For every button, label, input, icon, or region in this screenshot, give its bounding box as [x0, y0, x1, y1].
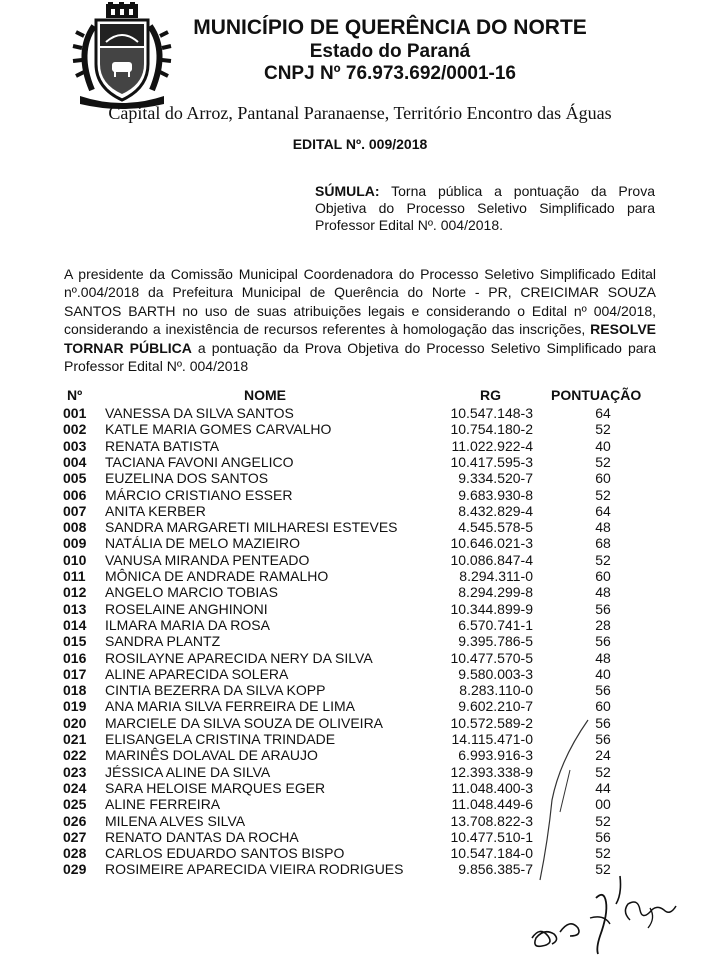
table-row	[0, 519, 720, 535]
row-score: 52	[595, 845, 611, 862]
table-row	[0, 715, 720, 731]
row-score: 40	[595, 437, 611, 454]
table-row	[0, 682, 720, 698]
row-name: ROSIMEIRE APARECIDA VIEIRA RODRIGUES	[105, 861, 404, 878]
header-score: PONTUAÇÃO	[551, 387, 642, 403]
row-name: ANA MARIA SILVA FERREIRA DE LIMA	[105, 698, 356, 715]
row-name: VANUSA MIRANDA PENTEADO	[105, 551, 310, 568]
row-number: 020	[63, 714, 87, 731]
row-name: MÁRCIO CRISTIANO ESSER	[105, 486, 293, 503]
table-row	[0, 552, 720, 568]
table-row	[0, 584, 720, 600]
row-score: 52	[595, 453, 611, 470]
row-rg: 10.754.180-2	[450, 421, 533, 438]
row-score: 48	[595, 584, 611, 601]
row-rg: 10.646.021-3	[450, 535, 533, 552]
handwritten-signature-icon	[520, 868, 700, 958]
row-rg: 10.547.184-0	[450, 845, 533, 862]
table-row	[0, 747, 720, 763]
row-name: SARA HELOISE MARQUES EGER	[105, 779, 326, 796]
row-name: NATÁLIA DE MELO MAZIEIRO	[105, 535, 301, 552]
row-number: 007	[63, 502, 87, 519]
row-rg: 8.283.110-0	[459, 682, 533, 699]
row-number: 022	[63, 747, 87, 764]
row-number: 012	[63, 584, 87, 601]
table-row	[0, 780, 720, 796]
row-number: 017	[63, 665, 87, 682]
table-row	[0, 650, 720, 666]
row-score: 56	[595, 714, 611, 731]
row-rg: 6.570.741-1	[458, 616, 533, 633]
row-score: 56	[595, 682, 611, 699]
table-row	[0, 601, 720, 617]
table-row	[0, 764, 720, 780]
row-number: 013	[63, 600, 87, 617]
row-number: 008	[63, 519, 87, 536]
row-rg: 11.022.922-4	[451, 437, 533, 454]
row-rg: 10.477.570-5	[450, 649, 533, 666]
table-row	[0, 731, 720, 747]
row-rg: 9.602.210-7	[458, 698, 533, 715]
row-rg: 9.334.520-7	[458, 470, 533, 487]
intro-text-after: a pontuação da Prova Objetiva do Processo Seletivo Simplificado para Professor Edital Nº. 004/2018	[64, 339, 656, 375]
row-name: RENATO DANTAS DA ROCHA	[105, 828, 299, 845]
row-name: ANGELO MARCIO TOBIAS	[105, 584, 278, 601]
row-score: 56	[595, 600, 611, 617]
row-number: 009	[63, 535, 87, 552]
row-score: 52	[595, 763, 611, 780]
row-name: MILENA ALVES SILVA	[105, 812, 246, 829]
row-score: 52	[595, 486, 611, 503]
row-rg: 12.393.338-9	[450, 763, 533, 780]
row-number: 004	[63, 453, 87, 470]
intro-text-before: A presidente da Comissão Municipal Coordenadora do Processo Seletivo Simplificado Edital nº.004/2018 da Prefeitura Municipal de Querência do Norte - PR, CREICIMAR SOUZA SANTOS BARTH no uso de suas atribuições legais e considerando o Edital nº 004/2018, considerando a inexistência de recursos referentes à homologação das inscrições,	[64, 266, 656, 338]
row-rg: 10.344.899-9	[450, 600, 533, 617]
row-number: 027	[63, 828, 87, 845]
row-rg: 10.086.847-4	[450, 551, 533, 568]
row-rg: 13.708.822-3	[450, 812, 533, 829]
table-row	[0, 829, 720, 845]
table-row	[0, 454, 720, 470]
row-rg: 14.115.471-0	[451, 731, 533, 747]
table-row	[0, 633, 720, 649]
row-rg: 9.856.385-7	[458, 861, 533, 878]
row-rg: 4.545.578-5	[458, 519, 533, 536]
table-row	[0, 813, 720, 829]
row-name: ALINE FERREIRA	[105, 796, 221, 813]
table-row	[0, 503, 720, 519]
row-score: 24	[595, 747, 611, 764]
table-row	[0, 535, 720, 551]
row-score: 52	[595, 861, 611, 878]
row-number: 002	[63, 421, 87, 438]
row-number: 014	[63, 616, 87, 633]
row-name: SANDRA MARGARETI MILHARESI ESTEVES	[105, 519, 398, 536]
row-number: 001	[63, 405, 87, 421]
row-name: ROSILAYNE APARECIDA NERY DA SILVA	[105, 649, 373, 666]
row-rg: 8.294.311-0	[459, 568, 533, 584]
row-name: ALINE APARECIDA SOLERA	[105, 665, 289, 682]
cnpj-number: CNPJ Nº 76.973.692/0001-16	[263, 63, 516, 84]
header-number: Nº	[67, 387, 83, 403]
row-score: 00	[595, 796, 611, 813]
row-name: JÉSSICA ALINE DA SILVA	[105, 763, 271, 780]
table-header	[0, 385, 720, 405]
table-row	[0, 568, 720, 584]
row-name: KATLE MARIA GOMES CARVALHO	[105, 421, 332, 438]
row-score: 52	[595, 421, 611, 438]
table-row	[0, 617, 720, 633]
row-score: 52	[595, 812, 611, 829]
row-name: ELISANGELA CRISTINA TRINDADE	[105, 731, 336, 747]
row-number: 023	[63, 763, 87, 780]
row-name: MÔNICA DE ANDRADE RAMALHO	[105, 568, 329, 584]
row-rg: 11.048.400-3	[451, 779, 533, 796]
sumula-paragraph	[315, 183, 655, 234]
row-score: 52	[595, 551, 611, 568]
table-row	[0, 796, 720, 812]
row-number: 003	[63, 437, 87, 454]
table-row	[0, 666, 720, 682]
row-rg: 10.547.148-3	[450, 405, 533, 421]
header-name: NOME	[244, 387, 286, 403]
table-row	[0, 421, 720, 437]
table-row	[0, 405, 720, 421]
row-number: 011	[63, 568, 86, 584]
row-number: 015	[63, 633, 87, 650]
row-number: 016	[63, 649, 87, 666]
intro-paragraph	[64, 265, 656, 375]
table-row	[0, 438, 720, 454]
row-score: 56	[595, 731, 611, 747]
row-rg: 10.572.589-2	[450, 714, 533, 731]
row-score: 44	[595, 779, 611, 796]
row-name: EUZELINA DOS SANTOS	[105, 470, 269, 487]
row-rg: 9.580.003-3	[458, 665, 533, 682]
row-score: 48	[595, 649, 611, 666]
row-number: 029	[63, 861, 87, 878]
header-rg: RG	[480, 387, 501, 403]
row-score: 64	[595, 405, 611, 421]
row-score: 40	[595, 665, 611, 682]
table-row	[0, 487, 720, 503]
row-name: SANDRA PLANTZ	[105, 633, 221, 650]
row-rg: 6.993.916-3	[458, 747, 533, 764]
sumula-text: Torna pública a pontuação da Prova Objetiva do Processo Seletivo Simplificado para Professor Edital Nº. 004/2018.	[315, 183, 655, 233]
row-name: VANESSA DA SILVA SANTOS	[105, 405, 294, 421]
row-name: CARLOS EDUARDO SANTOS BISPO	[105, 845, 345, 862]
row-rg: 9.395.786-5	[458, 633, 533, 650]
row-score: 68	[595, 535, 611, 552]
table-row	[0, 470, 720, 486]
municipality-name: MUNICÍPIO DE QUERÊNCIA DO NORTE	[193, 16, 587, 39]
row-number: 021	[63, 731, 87, 747]
row-number: 006	[63, 486, 87, 503]
row-score: 64	[595, 502, 611, 519]
table-row	[0, 845, 720, 861]
row-number: 005	[63, 470, 87, 487]
row-rg: 8.432.829-4	[458, 502, 533, 519]
row-rg: 9.683.930-8	[458, 486, 533, 503]
intro-resolve: RESOLVE TORNAR PÚBLICA	[64, 321, 656, 356]
municipality-tagline: Capital do Arroz, Pantanal Paranaense, Território Encontro das Águas	[108, 103, 612, 123]
row-number: 025	[63, 796, 87, 813]
row-number: 024	[63, 779, 87, 796]
row-number: 010	[63, 551, 87, 568]
row-name: MARCIELE DA SILVA SOUZA DE OLIVEIRA	[105, 714, 384, 731]
row-name: TACIANA FAVONI ANGELICO	[105, 453, 294, 470]
row-score: 60	[595, 698, 611, 715]
row-score: 56	[595, 828, 611, 845]
row-rg: 8.294.299-8	[458, 584, 533, 601]
edital-title: EDITAL Nº. 009/2018	[292, 136, 428, 152]
row-name: MARINÊS DOLAVAL DE ARAUJO	[105, 747, 318, 764]
row-score: 60	[595, 470, 611, 487]
row-name: ILMARA MARIA DA ROSA	[105, 616, 270, 633]
row-rg: 11.048.449-6	[451, 796, 533, 813]
row-score: 60	[595, 568, 611, 584]
row-name: RENATA BATISTA	[105, 437, 220, 454]
row-number: 028	[63, 845, 87, 862]
row-number: 018	[63, 682, 87, 699]
row-score: 48	[595, 519, 611, 536]
row-name: CINTIA BEZERRA DA SILVA KOPP	[105, 682, 326, 699]
sumula-label: SÚMULA:	[315, 183, 380, 199]
row-rg: 10.477.510-1	[450, 828, 533, 845]
row-name: ANITA KERBER	[105, 502, 206, 519]
table-row	[0, 698, 720, 714]
row-number: 026	[63, 812, 87, 829]
row-score: 56	[595, 633, 611, 650]
state-name: Estado do Paraná	[309, 41, 471, 62]
row-score: 28	[595, 616, 611, 633]
row-rg: 10.417.595-3	[450, 453, 533, 470]
row-number: 019	[63, 698, 87, 715]
row-name: ROSELAINE ANGHINONI	[105, 600, 268, 617]
